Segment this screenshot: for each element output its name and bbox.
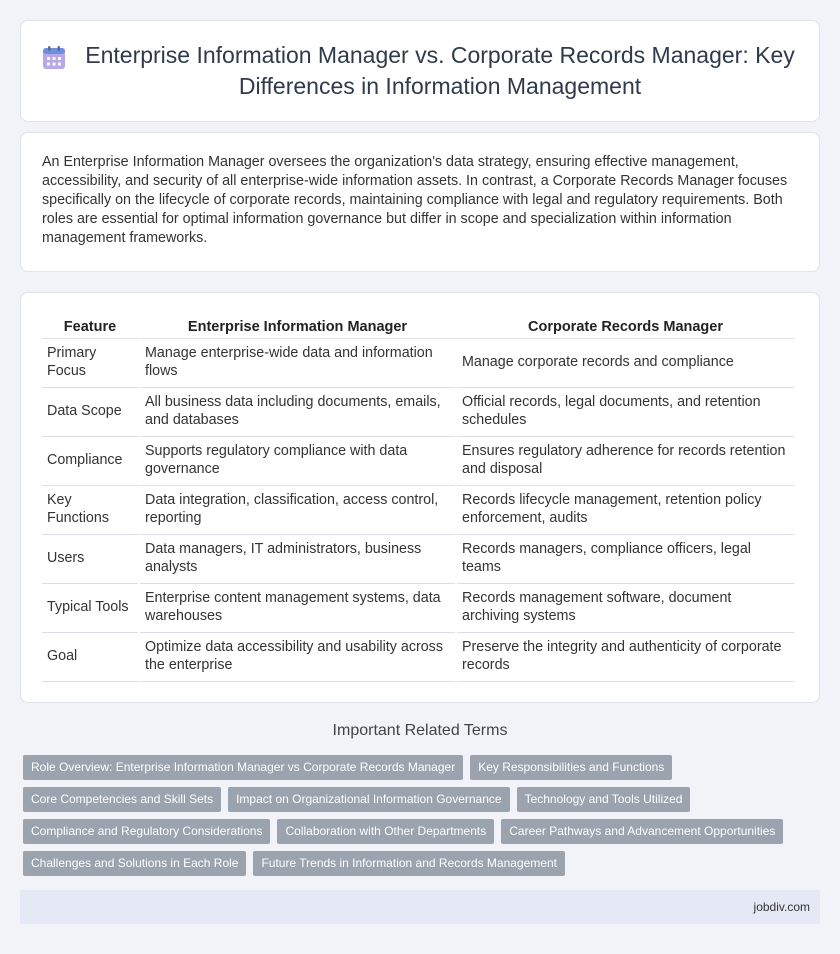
cell-crm: Manage corporate records and compliance <box>457 339 794 388</box>
intro-paragraph: An Enterprise Information Manager oversees the organization's data strategy, ensuring effective management, accessibility, and security of all enterprise-wide information assets. In contrast, a Corporate Records Manager focuses specifically on the lifecycle of corporate records, maintaining compliance with legal and regulatory requirements. Both roles are essential for optimal information governance but differ in scope and specialization within information management frameworks. <box>42 154 788 246</box>
comparison-table-card <box>20 292 820 703</box>
cell-crm: Records management software, document archiving systems <box>457 584 794 633</box>
related-term-tag[interactable]: Technology and Tools Utilized <box>517 787 691 812</box>
footer-site-link[interactable]: jobdiv.com <box>753 900 810 914</box>
cell-eim: Optimize data accessibility and usability across the enterprise <box>140 633 455 682</box>
related-term-tag[interactable]: Collaboration with Other Departments <box>277 819 494 844</box>
cell-feature: Users <box>42 535 138 584</box>
table-header-row <box>42 313 794 339</box>
header-card <box>20 20 820 122</box>
footer <box>20 890 820 924</box>
cell-feature: Key Functions <box>42 486 138 535</box>
cell-eim: Manage enterprise-wide data and information flows <box>140 339 455 388</box>
table-row <box>42 339 794 388</box>
table-row <box>42 486 794 535</box>
related-terms-title: Important Related Terms <box>332 722 508 739</box>
related-term-tag[interactable]: Key Responsibilities and Functions <box>470 755 672 780</box>
comparison-table <box>40 313 796 682</box>
cell-crm: Records managers, compliance officers, legal teams <box>457 535 794 584</box>
cell-feature: Data Scope <box>42 388 138 437</box>
cell-eim: Data managers, IT administrators, business analysts <box>140 535 455 584</box>
cell-crm: Official records, legal documents, and retention schedules <box>457 388 794 437</box>
related-term-tag[interactable]: Compliance and Regulatory Considerations <box>23 819 270 844</box>
header-feature: Feature <box>42 313 138 339</box>
table-row <box>42 388 794 437</box>
intro-card <box>20 132 820 272</box>
cell-eim: Supports regulatory compliance with data governance <box>140 437 455 486</box>
related-term-tag[interactable]: Role Overview: Enterprise Information Manager vs Corporate Records Manager <box>23 755 463 780</box>
cell-feature: Primary Focus <box>42 339 138 388</box>
calendar-icon <box>40 44 68 72</box>
cell-feature: Goal <box>42 633 138 682</box>
cell-feature: Typical Tools <box>42 584 138 633</box>
related-term-tag[interactable]: Career Pathways and Advancement Opportunities <box>501 819 783 844</box>
table-row <box>42 535 794 584</box>
cell-crm: Ensures regulatory adherence for records retention and disposal <box>457 437 794 486</box>
related-term-tag[interactable]: Impact on Organizational Information Governance <box>228 787 509 812</box>
table-row <box>42 584 794 633</box>
cell-crm: Records lifecycle management, retention policy enforcement, audits <box>457 486 794 535</box>
page-title: Enterprise Information Manager vs. Corporate Records Manager: Key Differences in Information Management <box>85 42 795 99</box>
related-term-tag[interactable]: Core Competencies and Skill Sets <box>23 787 221 812</box>
table-row <box>42 633 794 682</box>
cell-eim: Enterprise content management systems, data warehouses <box>140 584 455 633</box>
cell-crm: Preserve the integrity and authenticity of corporate records <box>457 633 794 682</box>
related-term-tag[interactable]: Challenges and Solutions in Each Role <box>23 851 246 876</box>
table-row <box>42 437 794 486</box>
related-terms-list <box>23 755 813 883</box>
cell-eim: All business data including documents, emails, and databases <box>140 388 455 437</box>
cell-feature: Compliance <box>42 437 138 486</box>
header-enterprise-information-manager: Enterprise Information Manager <box>140 313 455 339</box>
header-corporate-records-manager: Corporate Records Manager <box>457 313 794 339</box>
related-term-tag[interactable]: Future Trends in Information and Records Management <box>253 851 565 876</box>
cell-eim: Data integration, classification, access control, reporting <box>140 486 455 535</box>
